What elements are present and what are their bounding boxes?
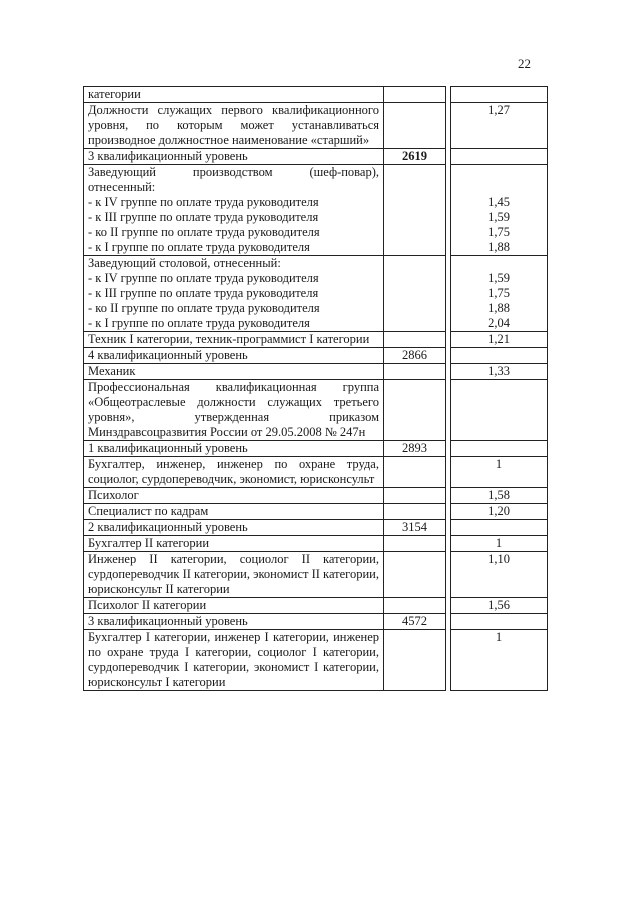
- base-salary-cell: [384, 256, 446, 332]
- coefficient-value: 2,04: [488, 316, 510, 330]
- position-cell: Психолог II категории: [84, 598, 384, 614]
- qualification-level-cell: 4 квалификационный уровень: [84, 348, 384, 364]
- coefficient-cell: 1: [451, 630, 548, 691]
- sub-item-label: - ко II группе по оплате труда руководителя: [88, 301, 320, 315]
- coefficient-cell: 1,27: [451, 103, 548, 149]
- base-salary-cell: 2893: [384, 441, 446, 457]
- base-salary-cell: [384, 488, 446, 504]
- sub-item-label: - к IV группе по оплате труда руководителя: [88, 271, 319, 285]
- base-salary-cell: [384, 165, 446, 256]
- coefficient-value: 1,75: [488, 286, 510, 300]
- table-row: [84, 364, 548, 380]
- coefficient-value: [455, 256, 543, 271]
- group-heading-cell: Профессиональная квалификационная группа «Общеотраслевые должности служащих третьего уровня», утвержденная приказом Минздравсоцразвития России от 29.05.2008 № 247н: [84, 380, 384, 441]
- position-cell: категории: [84, 87, 384, 103]
- page-number: 22: [518, 56, 531, 71]
- position-cell: Инженер II категории, социолог II категории, сурдопереводчик II категории, экономист II категории, юрисконсульт II категории: [84, 552, 384, 598]
- coefficient-cell: 1,56: [451, 598, 548, 614]
- table-row: [84, 488, 548, 504]
- coefficient-value: 1,75: [488, 225, 510, 239]
- table-row: [84, 598, 548, 614]
- coefficient-value: 1,88: [488, 240, 510, 254]
- qualification-level-cell: 3 квалификационный уровень: [84, 614, 384, 630]
- coefficient-cell: [451, 520, 548, 536]
- base-salary-cell: 3154: [384, 520, 446, 536]
- coefficient-cell: [451, 348, 548, 364]
- table-row: [84, 504, 548, 520]
- base-salary-cell: [384, 87, 446, 103]
- sub-item-label: - ко II группе по оплате труда руководителя: [88, 225, 320, 239]
- coefficient-cell: [451, 614, 548, 630]
- position-cell: Бухгалтер, инженер, инженер по охране труда, социолог, сурдопереводчик, экономист, юрисконсульт: [84, 457, 384, 488]
- coefficient-cell: 1,33: [451, 364, 548, 380]
- base-salary-cell: [384, 536, 446, 552]
- table-row: [84, 552, 548, 598]
- base-salary-cell: [384, 103, 446, 149]
- base-salary-cell: [384, 630, 446, 691]
- qualification-level-cell: 1 квалификационный уровень: [84, 441, 384, 457]
- coefficient-cell: [451, 149, 548, 165]
- base-salary-cell: 4572: [384, 614, 446, 630]
- base-salary-cell: [384, 552, 446, 598]
- base-salary-cell: [384, 380, 446, 441]
- table-row: [84, 348, 548, 364]
- coefficient-value: 1,59: [488, 271, 510, 285]
- position-title: Заведующий производством (шеф-повар), отнесенный:: [88, 165, 379, 194]
- base-salary-cell: 2619: [384, 149, 446, 165]
- coefficient-cell: [451, 165, 548, 256]
- table-row: [84, 256, 548, 332]
- sub-item-label: - к III группе по оплате труда руководителя: [88, 210, 319, 224]
- coefficient-value: 1,88: [488, 301, 510, 315]
- table-row: [84, 520, 548, 536]
- table-row: [84, 441, 548, 457]
- coefficient-cell: [451, 380, 548, 441]
- table-row: [84, 165, 548, 256]
- coefficient-cell: [451, 441, 548, 457]
- coefficient-value: 1,59: [488, 210, 510, 224]
- salary-coefficient-table: [83, 86, 548, 691]
- position-cell: Специалист по кадрам: [84, 504, 384, 520]
- table-row: [84, 614, 548, 630]
- base-salary-cell: 2866: [384, 348, 446, 364]
- qualification-level-cell: 2 квалификационный уровень: [84, 520, 384, 536]
- table-row: [84, 457, 548, 488]
- table-row: [84, 332, 548, 348]
- coefficient-cell: [451, 87, 548, 103]
- table-row: [84, 103, 548, 149]
- position-cell: [84, 256, 384, 332]
- base-salary-cell: [384, 364, 446, 380]
- table-row: [84, 149, 548, 165]
- table-row: [84, 536, 548, 552]
- position-cell: Техник I категории, техник-программист I категории: [84, 332, 384, 348]
- sub-item-label: - к III группе по оплате труда руководителя: [88, 286, 319, 300]
- position-cell: Психолог: [84, 488, 384, 504]
- position-cell: [84, 165, 384, 256]
- position-cell: Бухгалтер II категории: [84, 536, 384, 552]
- coefficient-value: 1,45: [488, 195, 510, 209]
- table-row: [84, 87, 548, 103]
- table-row: [84, 380, 548, 441]
- coefficient-cell: 1,20: [451, 504, 548, 520]
- base-salary-cell: [384, 504, 446, 520]
- position-cell: Механик: [84, 364, 384, 380]
- base-salary-cell: [384, 457, 446, 488]
- table-row: [84, 630, 548, 691]
- sub-item-label: - к I группе по оплате труда руководителя: [88, 316, 310, 330]
- coefficient-cell: 1: [451, 457, 548, 488]
- coefficient-cell: [451, 256, 548, 332]
- position-cell: Должности служащих первого квалификационного уровня, по которым может устанавливаться производное должностное наименование «старший»: [84, 103, 384, 149]
- coefficient-cell: 1: [451, 536, 548, 552]
- coefficient-value: [455, 165, 543, 180]
- coefficient-cell: 1,58: [451, 488, 548, 504]
- position-cell: Бухгалтер I категории, инженер I категории, инженер по охране труда I категории, социолог I категории, сурдопереводчик I категории, экономист I категории, юрисконсульт I категории: [84, 630, 384, 691]
- qualification-level-cell: 3 квалификационный уровень: [84, 149, 384, 165]
- sub-item-label: - к IV группе по оплате труда руководителя: [88, 195, 319, 209]
- sub-item-label: - к I группе по оплате труда руководителя: [88, 240, 310, 254]
- base-salary-cell: [384, 332, 446, 348]
- position-title: Заведующий столовой, отнесенный:: [88, 256, 281, 270]
- base-salary-cell: [384, 598, 446, 614]
- coefficient-cell: 1,10: [451, 552, 548, 598]
- coefficient-cell: 1,21: [451, 332, 548, 348]
